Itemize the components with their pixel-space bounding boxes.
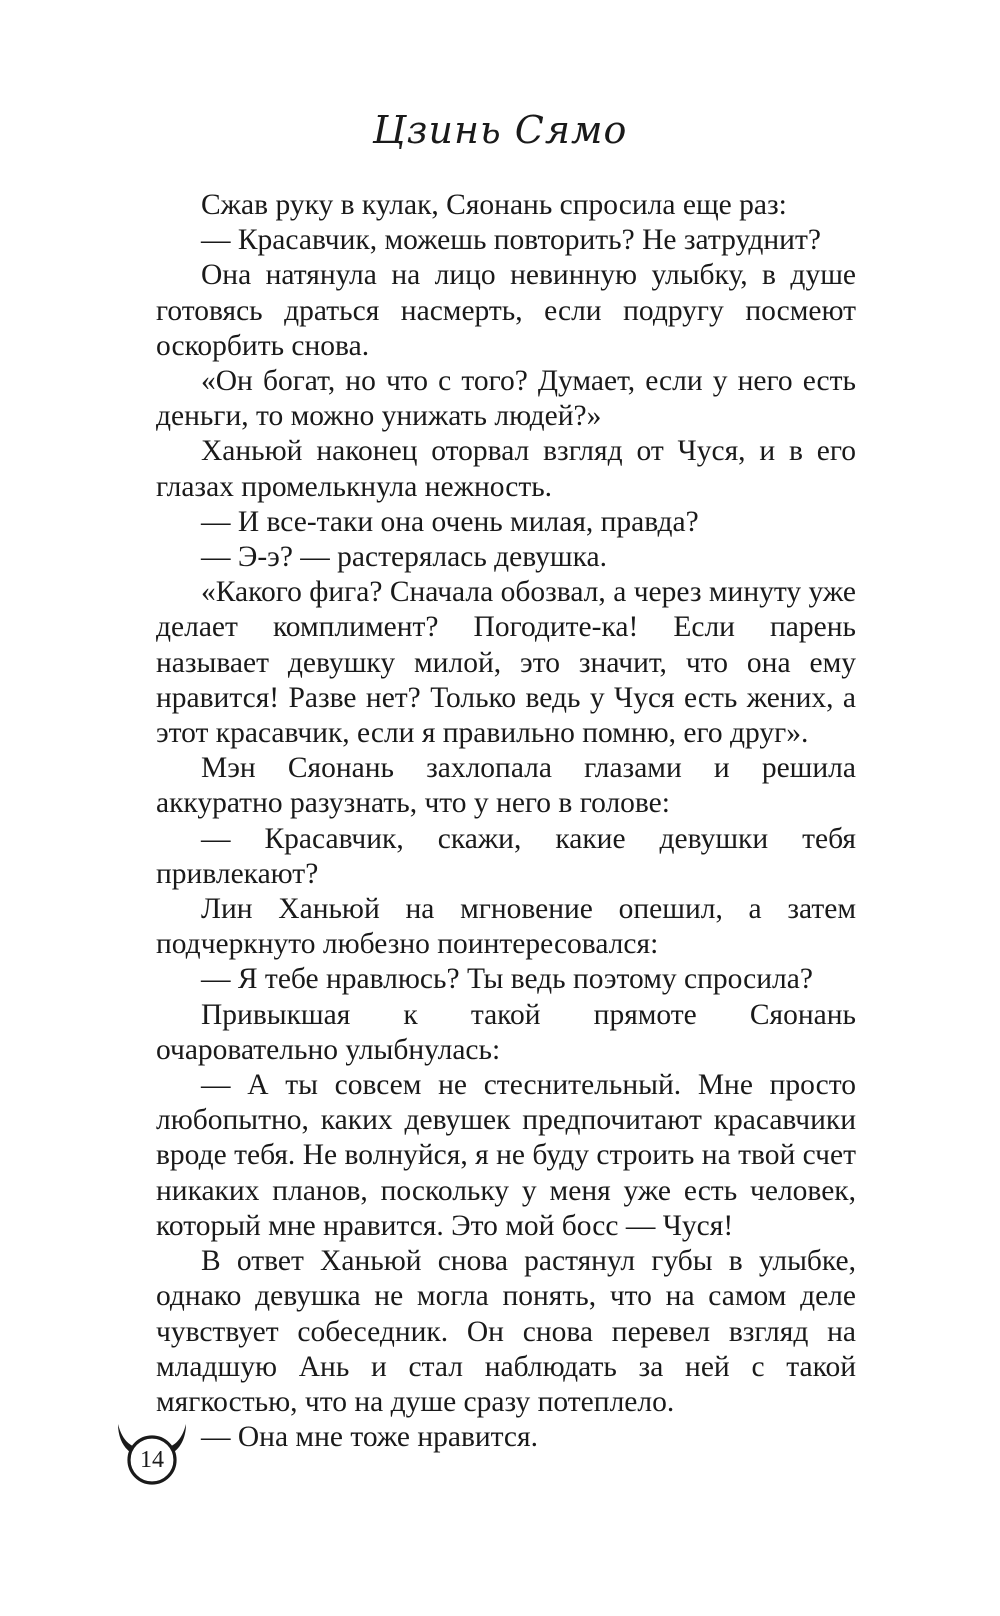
paragraph: В ответ Ханьюй снова растянул губы в улыбке, однако девушка не могла понять, что на самом деле чувствует собеседник. Он снова перевел взгляд на младшую Ань и стал наблюдать за ней с такой мягкостью, что на душе сразу потеплело. (156, 1245, 856, 1418)
paragraph: Сжав руку в кулак, Сяонань спросила еще раз: (201, 189, 787, 221)
paragraph: Ханьюй наконец оторвал взгляд от Чуся, и в его глазах промелькнула нежность. (156, 435, 856, 503)
page-number: 14 (140, 1447, 164, 1473)
paragraph: «Какого фига? Сначала обозвал, а через минуту уже делает комплимент? Погодите-ка! Если парень называет девушку милой, это значит, что она ему нравится! Разве нет? Только ведь у Чуся есть жених, а этот красавчик, если я правильно помню, его друг». (156, 576, 856, 750)
running-title: Цзинь Сямо (372, 108, 628, 152)
paragraph: Она натянула на лицо невинную улыбку, в душе готовясь драться насмерть, если подругу посмеют оскорбить снова. (156, 259, 856, 362)
paragraph: «Он богат, но что с того? Думает, если у него есть деньги, то можно унижать людей?» (156, 365, 856, 433)
paragraph: — А ты совсем не стеснительный. Мне просто любопытно, каких девушек предпочитают красавчики вроде тебя. Не волнуйся, я не буду строить на твой счет никаких планов, поскольку у меня уже есть человек, который мне нравится. Это мой босс — Чуся! (156, 1069, 856, 1242)
paragraph: Мэн Сяонань захлопала глазами и решила аккуратно разузнать, что у него в голове: (156, 752, 856, 820)
paragraph: — Она мне тоже нравится. (201, 1421, 538, 1454)
paragraph: — Я тебе нравлюсь? Ты ведь поэтому спросила? (201, 963, 813, 996)
paragraph: — Красавчик, скажи, какие девушки тебя привлекают? (156, 822, 856, 890)
paragraph: — Э-э? — растерялась девушка. (201, 541, 607, 574)
page-number-badge (112, 1410, 192, 1490)
paragraph: Лин Ханьюй на мгновение опешил, а затем подчеркнуто любезно поинтересовался: (156, 893, 856, 961)
paragraph: — Красавчик, можешь повторить? Не затруднит? (201, 224, 821, 257)
paragraph: — И все-таки она очень милая, правда? (201, 505, 699, 538)
body-text (156, 188, 856, 1455)
paragraph: Привыкшая к такой прямоте Сяонань очаровательно улыбнулась: (156, 998, 856, 1066)
